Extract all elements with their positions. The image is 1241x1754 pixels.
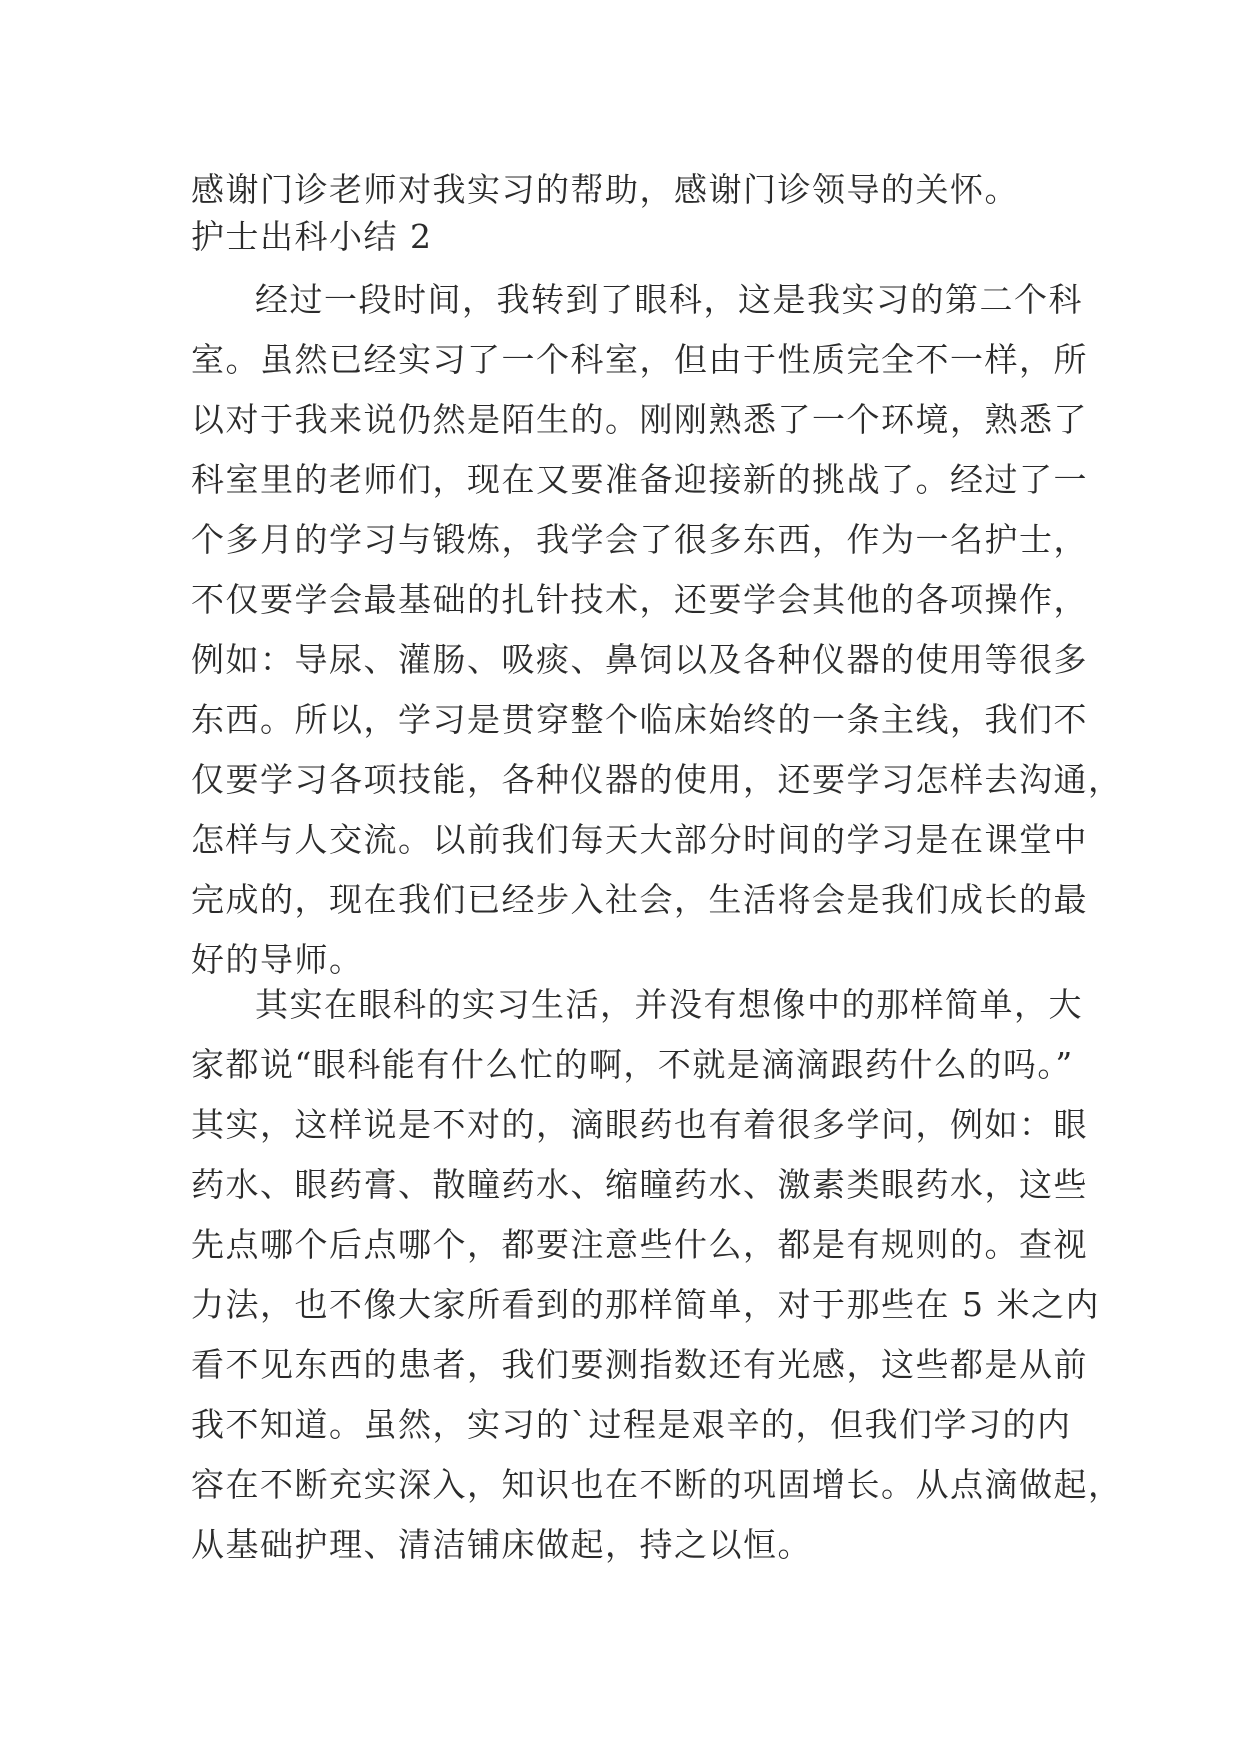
paragraph-line: 东西。所以，学习是贯穿整个临床始终的一条主线，我们不	[191, 700, 1088, 739]
paragraph-line: 看不见东西的患者，我们要测指数还有光感，这些都是从前	[191, 1345, 1088, 1384]
section-heading: 护士出科小结 2	[191, 217, 433, 256]
paragraph-line: 完成的，现在我们已经步入社会，生活将会是我们成长的最	[191, 880, 1088, 919]
paragraph-2	[191, 975, 1123, 1575]
paragraph-line: 个多月的学习与锻炼，我学会了很多东西，作为一名护士，	[191, 520, 1088, 559]
paragraph-line: 怎样与人交流。以前我们每天大部分时间的学习是在课堂中	[191, 820, 1088, 859]
paragraph-line: 药水、眼药膏、散瞳药水、缩瞳药水、激素类眼药水，这些	[191, 1165, 1088, 1204]
paragraph-line: 容在不断充实深入，知识也在不断的巩固增长。从点滴做起，	[191, 1465, 1123, 1504]
paragraph-line: 室。虽然已经实习了一个科室，但由于性质完全不一样，所	[191, 340, 1088, 379]
paragraph-line: 好的导师。	[191, 940, 364, 979]
paragraph-line: 仅要学习各项技能，各种仪器的使用，还要学习怎样去沟通，	[191, 760, 1123, 799]
paragraph-line: 经过一段时间，我转到了眼科，这是我实习的第二个科	[255, 280, 1083, 319]
paragraph-line: 先点哪个后点哪个，都要注意些什么，都是有规则的。查视	[191, 1225, 1088, 1264]
paragraph-line: 不仅要学会最基础的扎针技术，还要学会其他的各项操作，	[191, 580, 1088, 619]
paragraph-line: 从基础护理、清洁铺床做起，持之以恒。	[191, 1525, 812, 1564]
paragraph-line: 力法，也不像大家所看到的那样简单，对于那些在 5 米之内	[191, 1285, 1100, 1324]
paragraph-line: 其实，这样说是不对的，滴眼药也有着很多学问，例如：眼	[191, 1105, 1088, 1144]
paragraph-line: 其实在眼科的实习生活，并没有想像中的那样简单，大	[255, 985, 1083, 1024]
closing-line: 感谢门诊老师对我实习的帮助，感谢门诊领导的关怀。	[191, 170, 1019, 209]
paragraph-line: 以对于我来说仍然是陌生的。刚刚熟悉了一个环境，熟悉了	[191, 400, 1088, 439]
paragraph-line: 家都说“眼科能有什么忙的啊，不就是滴滴跟药什么的吗。”	[191, 1045, 1074, 1084]
paragraph-1	[191, 270, 1123, 990]
paragraph-line: 例如：导尿、灌肠、吸痰、鼻饲以及各种仪器的使用等很多	[191, 640, 1088, 679]
paragraph-line: 科室里的老师们，现在又要准备迎接新的挑战了。经过了一	[191, 460, 1088, 499]
paragraph-line: 我不知道。虽然，实习的`过程是艰辛的，但我们学习的内	[191, 1405, 1072, 1444]
